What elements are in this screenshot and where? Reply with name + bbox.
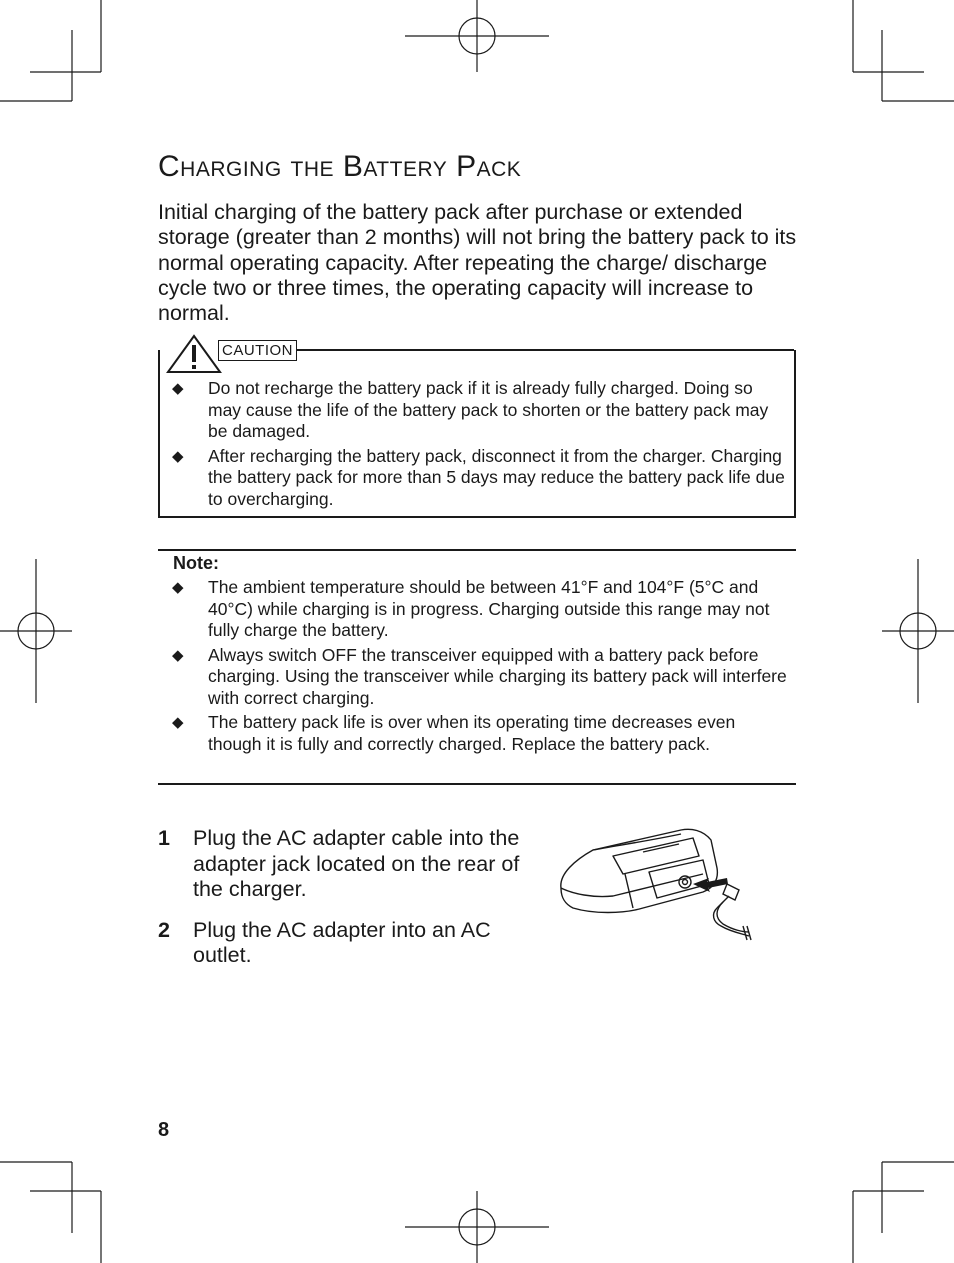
step-item — [158, 918, 528, 969]
diamond-bullet-icon: ◆ — [172, 579, 184, 596]
page-number: 8 — [158, 1119, 170, 1141]
list-item — [158, 712, 788, 755]
note-text: The ambient temperature should be between 41°F and 104°F (5°C and 40°C) while charging is in progress. Charging outside this range may not fully charge the battery. — [208, 577, 770, 640]
caution-list — [158, 378, 788, 513]
charger-illustration — [553, 826, 753, 954]
list-item — [158, 645, 788, 710]
list-item — [158, 577, 788, 642]
caution-text: After recharging the battery pack, disconnect it from the charger. Charging the battery pack for more than 5 days may reduce the battery pack life due to overcharging. — [208, 445, 785, 509]
caution-text: Do not recharge the battery pack if it is already fully charged. Doing so may cause the life of the battery pack to shorten or the battery pack may be damaged. — [208, 378, 769, 441]
diamond-bullet-icon: ◆ — [172, 646, 184, 664]
list-item — [158, 378, 788, 443]
note-text: The battery pack life is over when its operating time decreases even though it is fully and correctly charged. Replace the battery pack. — [208, 712, 736, 754]
note-bottom-rule — [158, 783, 796, 785]
step-text: Plug the AC adapter cable into the adapter jack located on the rear of the charger. — [193, 826, 520, 901]
step-text: Plug the AC adapter into an AC outlet. — [193, 917, 491, 967]
note-top-rule — [158, 549, 796, 551]
diamond-bullet-icon: ◆ — [172, 380, 184, 397]
step-item — [158, 826, 528, 903]
note-list — [158, 577, 788, 758]
diamond-bullet-icon: ◆ — [172, 447, 184, 465]
note-title: Note: — [173, 553, 219, 573]
list-item — [158, 446, 788, 511]
note-text: Always switch OFF the transceiver equipped with a battery pack before charging. Using the transceiver while charging its battery pack will interfere with correct charging. — [208, 644, 787, 708]
steps-list — [158, 826, 528, 984]
intro-paragraph: Initial charging of the battery pack after purchase or extended storage (greater than 2 months) will not bring the battery pack to its normal operating capacity. After repeating the charge/ discharge cycle two or three times, the operating capacity will increase to normal. — [158, 200, 797, 326]
step-number: 2 — [158, 917, 170, 942]
caution-label: CAUTION — [218, 340, 297, 361]
diamond-bullet-icon: ◆ — [172, 714, 184, 731]
caution-top-rule — [292, 349, 794, 351]
warning-triangle-icon — [166, 334, 222, 374]
step-number: 1 — [158, 826, 170, 850]
section-heading: Charging the Battery Pack — [158, 150, 522, 183]
